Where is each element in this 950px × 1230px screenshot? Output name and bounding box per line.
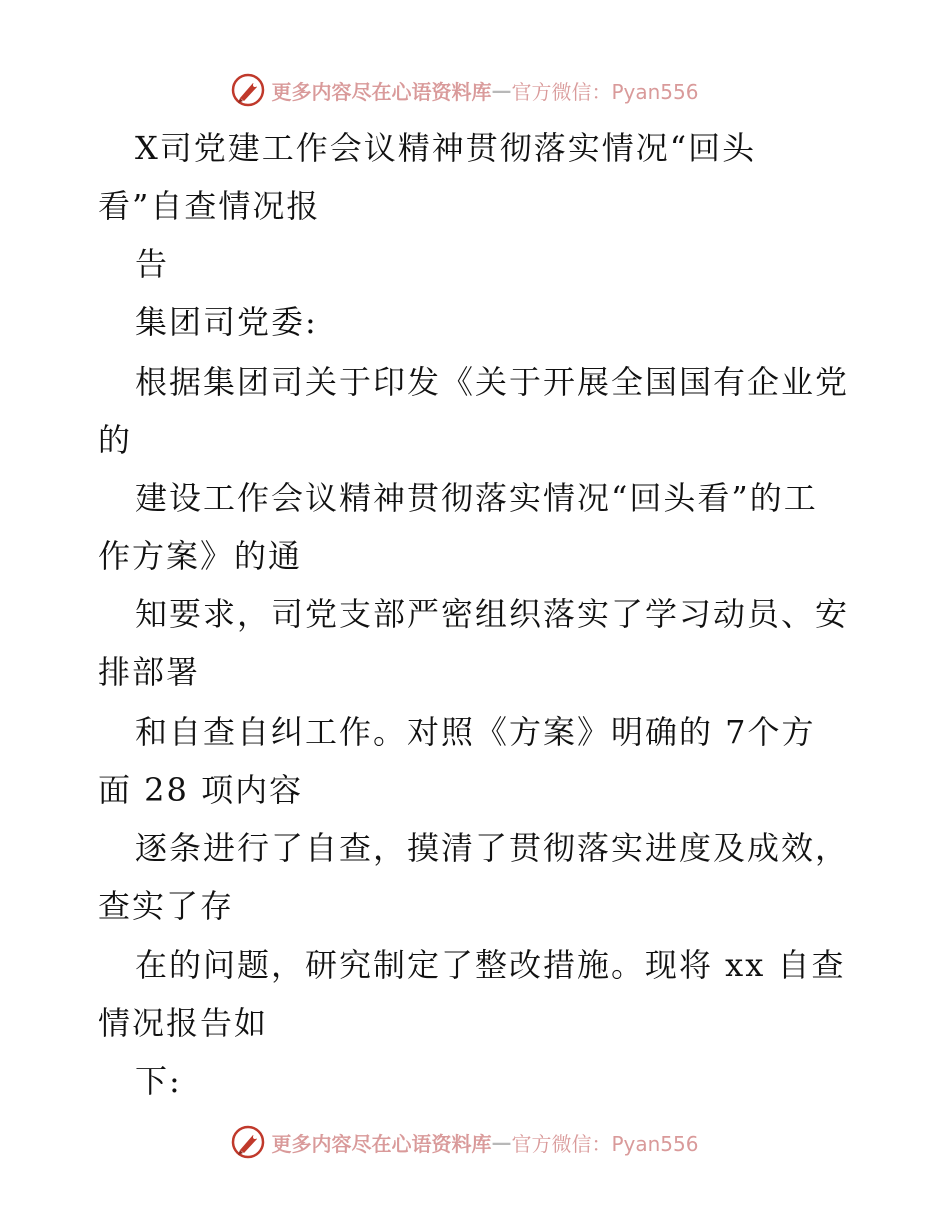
watermark-wechat: 官方微信：Pyan556 xyxy=(511,79,699,104)
title-line-2: 看”自查情况报 xyxy=(98,187,321,225)
title-line-1: X司党建工作会议精神贯彻落实情况“回头 xyxy=(135,129,757,167)
paragraph-line: 的 xyxy=(98,421,133,459)
watermark-separator: — xyxy=(491,1130,512,1154)
salutation: 集团司党委: xyxy=(135,303,318,341)
paragraph-line: 根据集团司关于印发《关于开展全国国有企业党 xyxy=(135,363,850,401)
paragraph-line: 查实了存 xyxy=(98,887,235,925)
title-line-3: 告 xyxy=(135,245,170,283)
pen-logo-icon xyxy=(231,1125,265,1159)
paragraph-line: 排部署 xyxy=(98,653,201,691)
paragraph-line: 情况报告如 xyxy=(98,1004,269,1042)
paragraph-line: 建设工作会议精神贯彻落实情况“回头看”的工 xyxy=(135,479,818,517)
footer-watermark xyxy=(0,1122,950,1162)
paragraph-line: 面 28 项内容 xyxy=(98,771,304,809)
paragraph-line: 和自查自纠工作。对照《方案》明确的 7个方 xyxy=(135,713,816,751)
paragraph-line: 在的问题，研究制定了整改措施。现将 xx 自查 xyxy=(135,946,846,984)
watermark-text: 更多内容尽在心语资料库 xyxy=(271,1131,492,1156)
watermark-text: 更多内容尽在心语资料库 xyxy=(271,79,492,104)
paragraph-line: 逐条进行了自查，摸清了贯彻落实进度及成效， xyxy=(135,829,850,867)
paragraph-line: 下: xyxy=(135,1062,182,1100)
watermark-separator: — xyxy=(491,78,512,102)
paragraph-line: 作方案》的通 xyxy=(98,537,303,575)
paragraph-line: 知要求，司党支部严密组织落实了学习动员、安 xyxy=(135,595,850,633)
watermark-wechat: 官方微信：Pyan556 xyxy=(511,1131,699,1156)
